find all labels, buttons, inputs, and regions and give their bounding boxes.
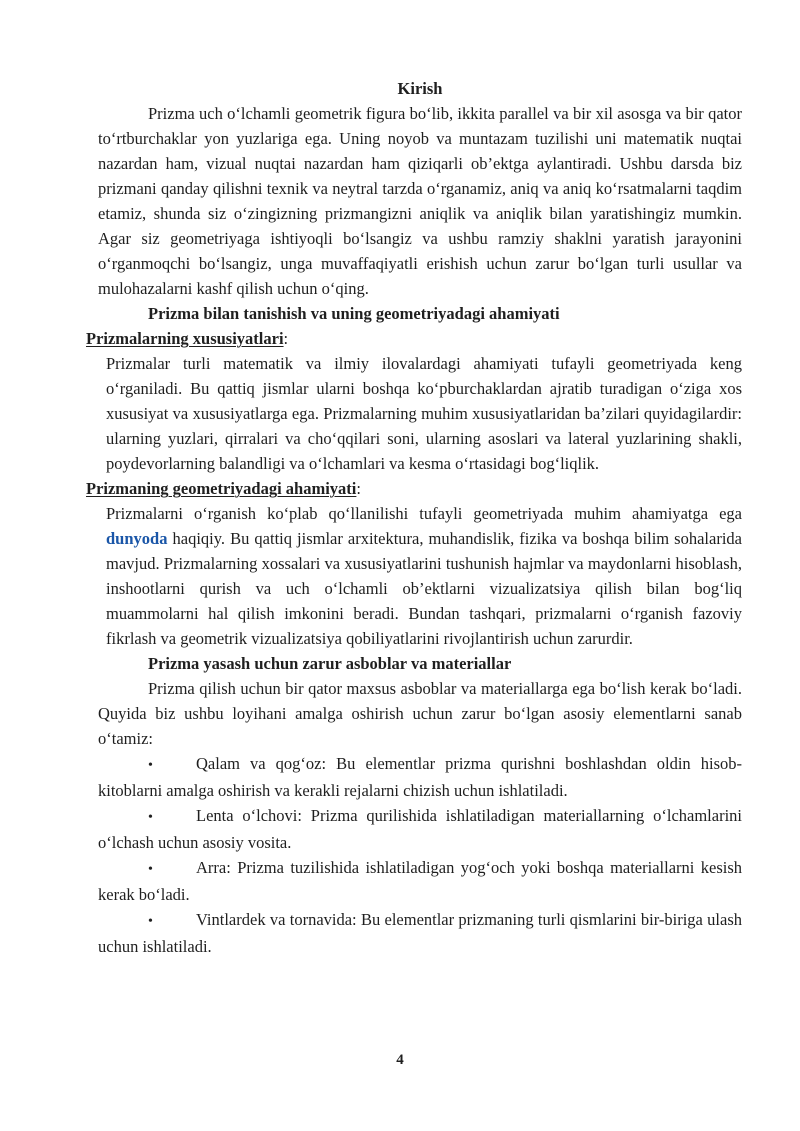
bullet-icon: • bbox=[148, 862, 153, 877]
bullet-icon: • bbox=[148, 914, 153, 929]
importance-paragraph bbox=[106, 501, 742, 651]
list-item bbox=[98, 855, 742, 907]
bullet-icon: • bbox=[148, 758, 153, 773]
list-item bbox=[98, 751, 742, 803]
section-heading-introduction: Prizma bilan tanishish va uning geometriyadagi ahamiyati bbox=[148, 304, 560, 323]
list-item-text: Qalam va qog‘oz: Bu elementlar prizma qurishni boshlashdan oldin hisob-kitoblarni amalga oshirish va kerakli rejalarni chizish uchun ishlatiladi. bbox=[98, 754, 742, 800]
list-item-text: Vintlardek va tornavida: Bu elementlar prizmaning turli qismlarini bir-biriga ulash uchun ishlatiladi. bbox=[98, 910, 742, 956]
bullet-icon: • bbox=[148, 810, 153, 825]
section-heading-tools: Prizma yasash uchun zarur asboblar va materiallar bbox=[148, 654, 512, 673]
importance-text-after: haqiqiy. Bu qattiq jismlar arxitektura, muhandislik, fizika va boshqa bilim sohalarida mavjud. Prizmalarning xossalari va xususiyatlarini tushunish hajmlar va maydonlarni hisoblash, inshootlarni qurish va uch o‘lchamli ob’ektlarni vizualizatsiya qilish bilan bog‘liq muammolarni hal qilish imkonini beradi. Bundan tashqari, prizmalarni o‘rganish fazoviy fikrlash va geometrik vizualizatsiya qobiliyatlarini rivojlantirish uchun zarurdir. bbox=[106, 529, 742, 648]
list-item-text: Lenta o‘lchovi: Prizma qurilishida ishlatiladigan materiallarning o‘lchamlarini o‘lchash uchun asosiy vosita. bbox=[98, 806, 742, 852]
subheading-properties-label: Prizmalarning xususiyatlari bbox=[86, 329, 284, 348]
tools-intro-paragraph: Prizma qilish uchun bir qator maxsus asboblar va materiallarga ega bo‘lish kerak bo‘ladi. Quyida biz ushbu loyihani amalga oshirish uchun zarur bo‘lgan asosiy elementlarni sanab o‘tamiz: bbox=[98, 679, 742, 748]
intro-paragraph: Prizma uch o‘lchamli geometrik figura bo‘lib, ikkita parallel va bir xil asosga va bir qator to‘rtburchaklar yon yuzlariga ega. Uning noyob va muntazam tuzilishi uni matematik nuqtai nazardan ham, vizual nuqtai nazardan ham qiziqarli ob’ektga aylantiradi. Ushbu darsda biz prizmani qanday qilishni texnik va neytral tarzda o‘rganamiz, aniq va aniq ko‘rsatmalarni taqdim etamiz, shunda siz o‘zingizning prizmangizni aniqlik va aniqlik bilan yaratishingiz mumkin. Agar siz geometriyaga ishtiyoqli bo‘lsangiz va ushbu ramziy shaklni yaratish jarayonini o‘rganmoqchi bo‘lsangiz, unga muvaffaqiyatli erishish uchun zarur bo‘lgan turli usullar va mulohazalarni kashf qilish uchun o‘qing. bbox=[98, 104, 742, 298]
subheading-properties bbox=[86, 326, 742, 351]
subheading-importance-colon: : bbox=[356, 479, 361, 498]
page-content bbox=[86, 76, 742, 959]
list-item-text: Arra: Prizma tuzilishida ishlatiladigan yog‘och yoki boshqa materiallarni kesish kerak bo‘ladi. bbox=[98, 858, 742, 904]
properties-paragraph: Prizmalar turli matematik va ilmiy ilovalardagi ahamiyati tufayli geometriyada keng o‘rganiladi. Bu qattiq jismlar ularni boshqa ko‘pburchaklardan ajratib turadigan o‘ziga xos xususiyat va xususiyatlarga ega. Prizmalarning muhim xususiyatlaridan ba’zilari quyidagilardir: ularning yuzlari, qirralari va cho‘qqilari soni, ularning asoslari va lateral yuzlarining shakli, poydevorlarning balandligi va o‘lchamlari va kesma o‘rtasidagi bog‘liqlik. bbox=[106, 354, 742, 473]
subheading-properties-colon: : bbox=[283, 329, 289, 348]
subheading-importance-label: Prizmaning geometriyadagi ahamiyati bbox=[86, 479, 357, 498]
subheading-importance bbox=[86, 476, 742, 501]
list-item bbox=[98, 907, 742, 959]
importance-text-before: Prizmalarni o‘rganish ko‘plab qo‘llanilishi tufayli geometriyada muhim ahamiyatga ega bbox=[106, 504, 742, 523]
page-number: 4 bbox=[396, 1052, 404, 1068]
list-item bbox=[98, 803, 742, 855]
page-title: Kirish bbox=[397, 79, 443, 98]
dunyoda-link[interactable]: dunyoda bbox=[106, 529, 168, 548]
